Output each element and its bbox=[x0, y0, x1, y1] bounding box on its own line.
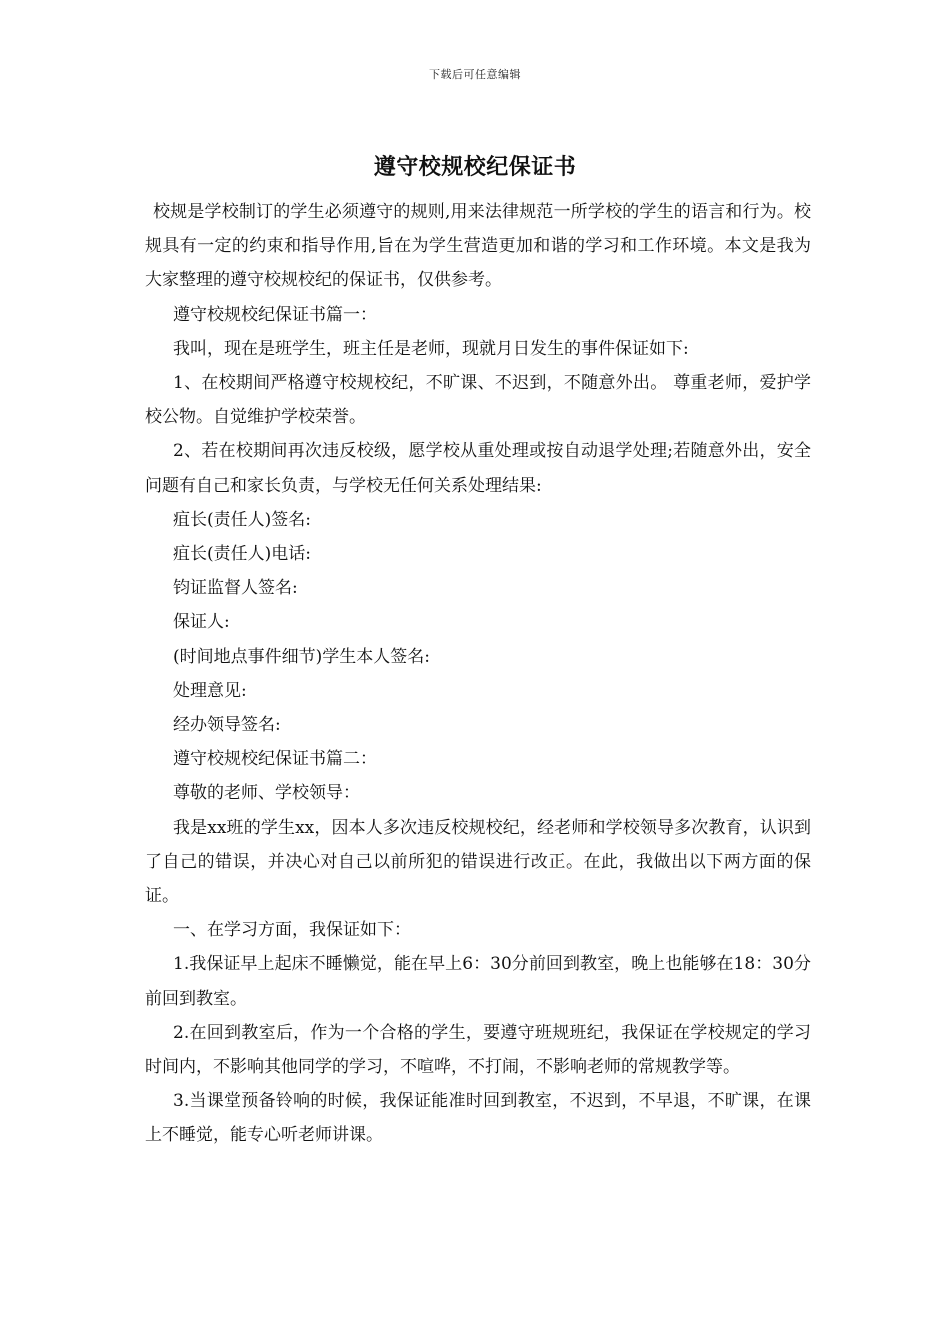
signature-line: 处理意见: bbox=[173, 680, 247, 701]
intro-paragraph: 校规是学校制订的学生必须遵守的规则,用来法律规范一所学校的学生的语言和行为。校规具有一定的约束和指导作用,旨在为学生营造更加和谐的学习和工作环境。本文是我为大家整理的遵守校规校纪的保证书，仅供参考。 bbox=[145, 202, 811, 291]
salutation: 尊敬的老师、学校领导： bbox=[173, 783, 360, 804]
signature-line: (时间地点事件细节)学生本人签名: bbox=[173, 646, 430, 667]
document-body bbox=[145, 195, 811, 1153]
signature-line: 经办领导签名: bbox=[173, 715, 281, 736]
signature-line: 钧证监督人签名: bbox=[173, 578, 298, 599]
list-item: 3.当课堂预备铃响的时候，我保证能准时回到教室，不迟到，不早退，不旷课，在课上不睡觉，能专心听老师讲课。 bbox=[145, 1091, 811, 1146]
list-item: 2.在回到教室后，作为一个合格的学生，要遵守班规班纪，我保证在学校规定的学习时间内，不影响其他同学的学习，不喧哗，不打闹，不影响老师的常规教学等。 bbox=[145, 1022, 811, 1078]
section-heading-1: 遵守校规校纪保证书篇一： bbox=[173, 304, 377, 325]
list-item: 1、在校期间严格遵守校规校纪，不旷课、不迟到，不随意外出。 尊重老师，爱护学校公物。自觉维护学校荣誉。 bbox=[145, 373, 811, 428]
signature-line: 保证人: bbox=[173, 612, 230, 633]
section-heading-2: 遵守校规校纪保证书篇二： bbox=[173, 749, 377, 770]
paragraph: 我叫，现在是班学生，班主任是老师，现就月日发生的事件保证如下: bbox=[173, 338, 689, 359]
subheading: 一、在学习方面，我保证如下： bbox=[173, 920, 411, 941]
signature-line: 疽长(责任人)签名: bbox=[173, 509, 311, 530]
list-item: 1.我保证早上起床不睡懒觉，能在早上6：30分前回到教室，晚上也能够在18：30分前回到教室。 bbox=[145, 954, 811, 1009]
header-note: 下载后可任意编辑 bbox=[429, 68, 521, 81]
signature-line: 疽长(责任人)电话: bbox=[173, 544, 311, 565]
paragraph: 我是xx班的学生xx，因本人多次违反校规校纪，经老师和学校领导多次教育，认识到了自己的错误，并决心对自己以前所犯的错误进行改正。在此，我做出以下两方面的保证。 bbox=[145, 817, 811, 907]
list-item: 2、若在校期间再次违反校级，愿学校从重处理或按自动退学处理;若随意外出，安全问题有自己和家长负责，与学校无任何关系处理结果: bbox=[145, 441, 811, 496]
document-title: 遵守校规校纪保证书 bbox=[373, 154, 577, 180]
